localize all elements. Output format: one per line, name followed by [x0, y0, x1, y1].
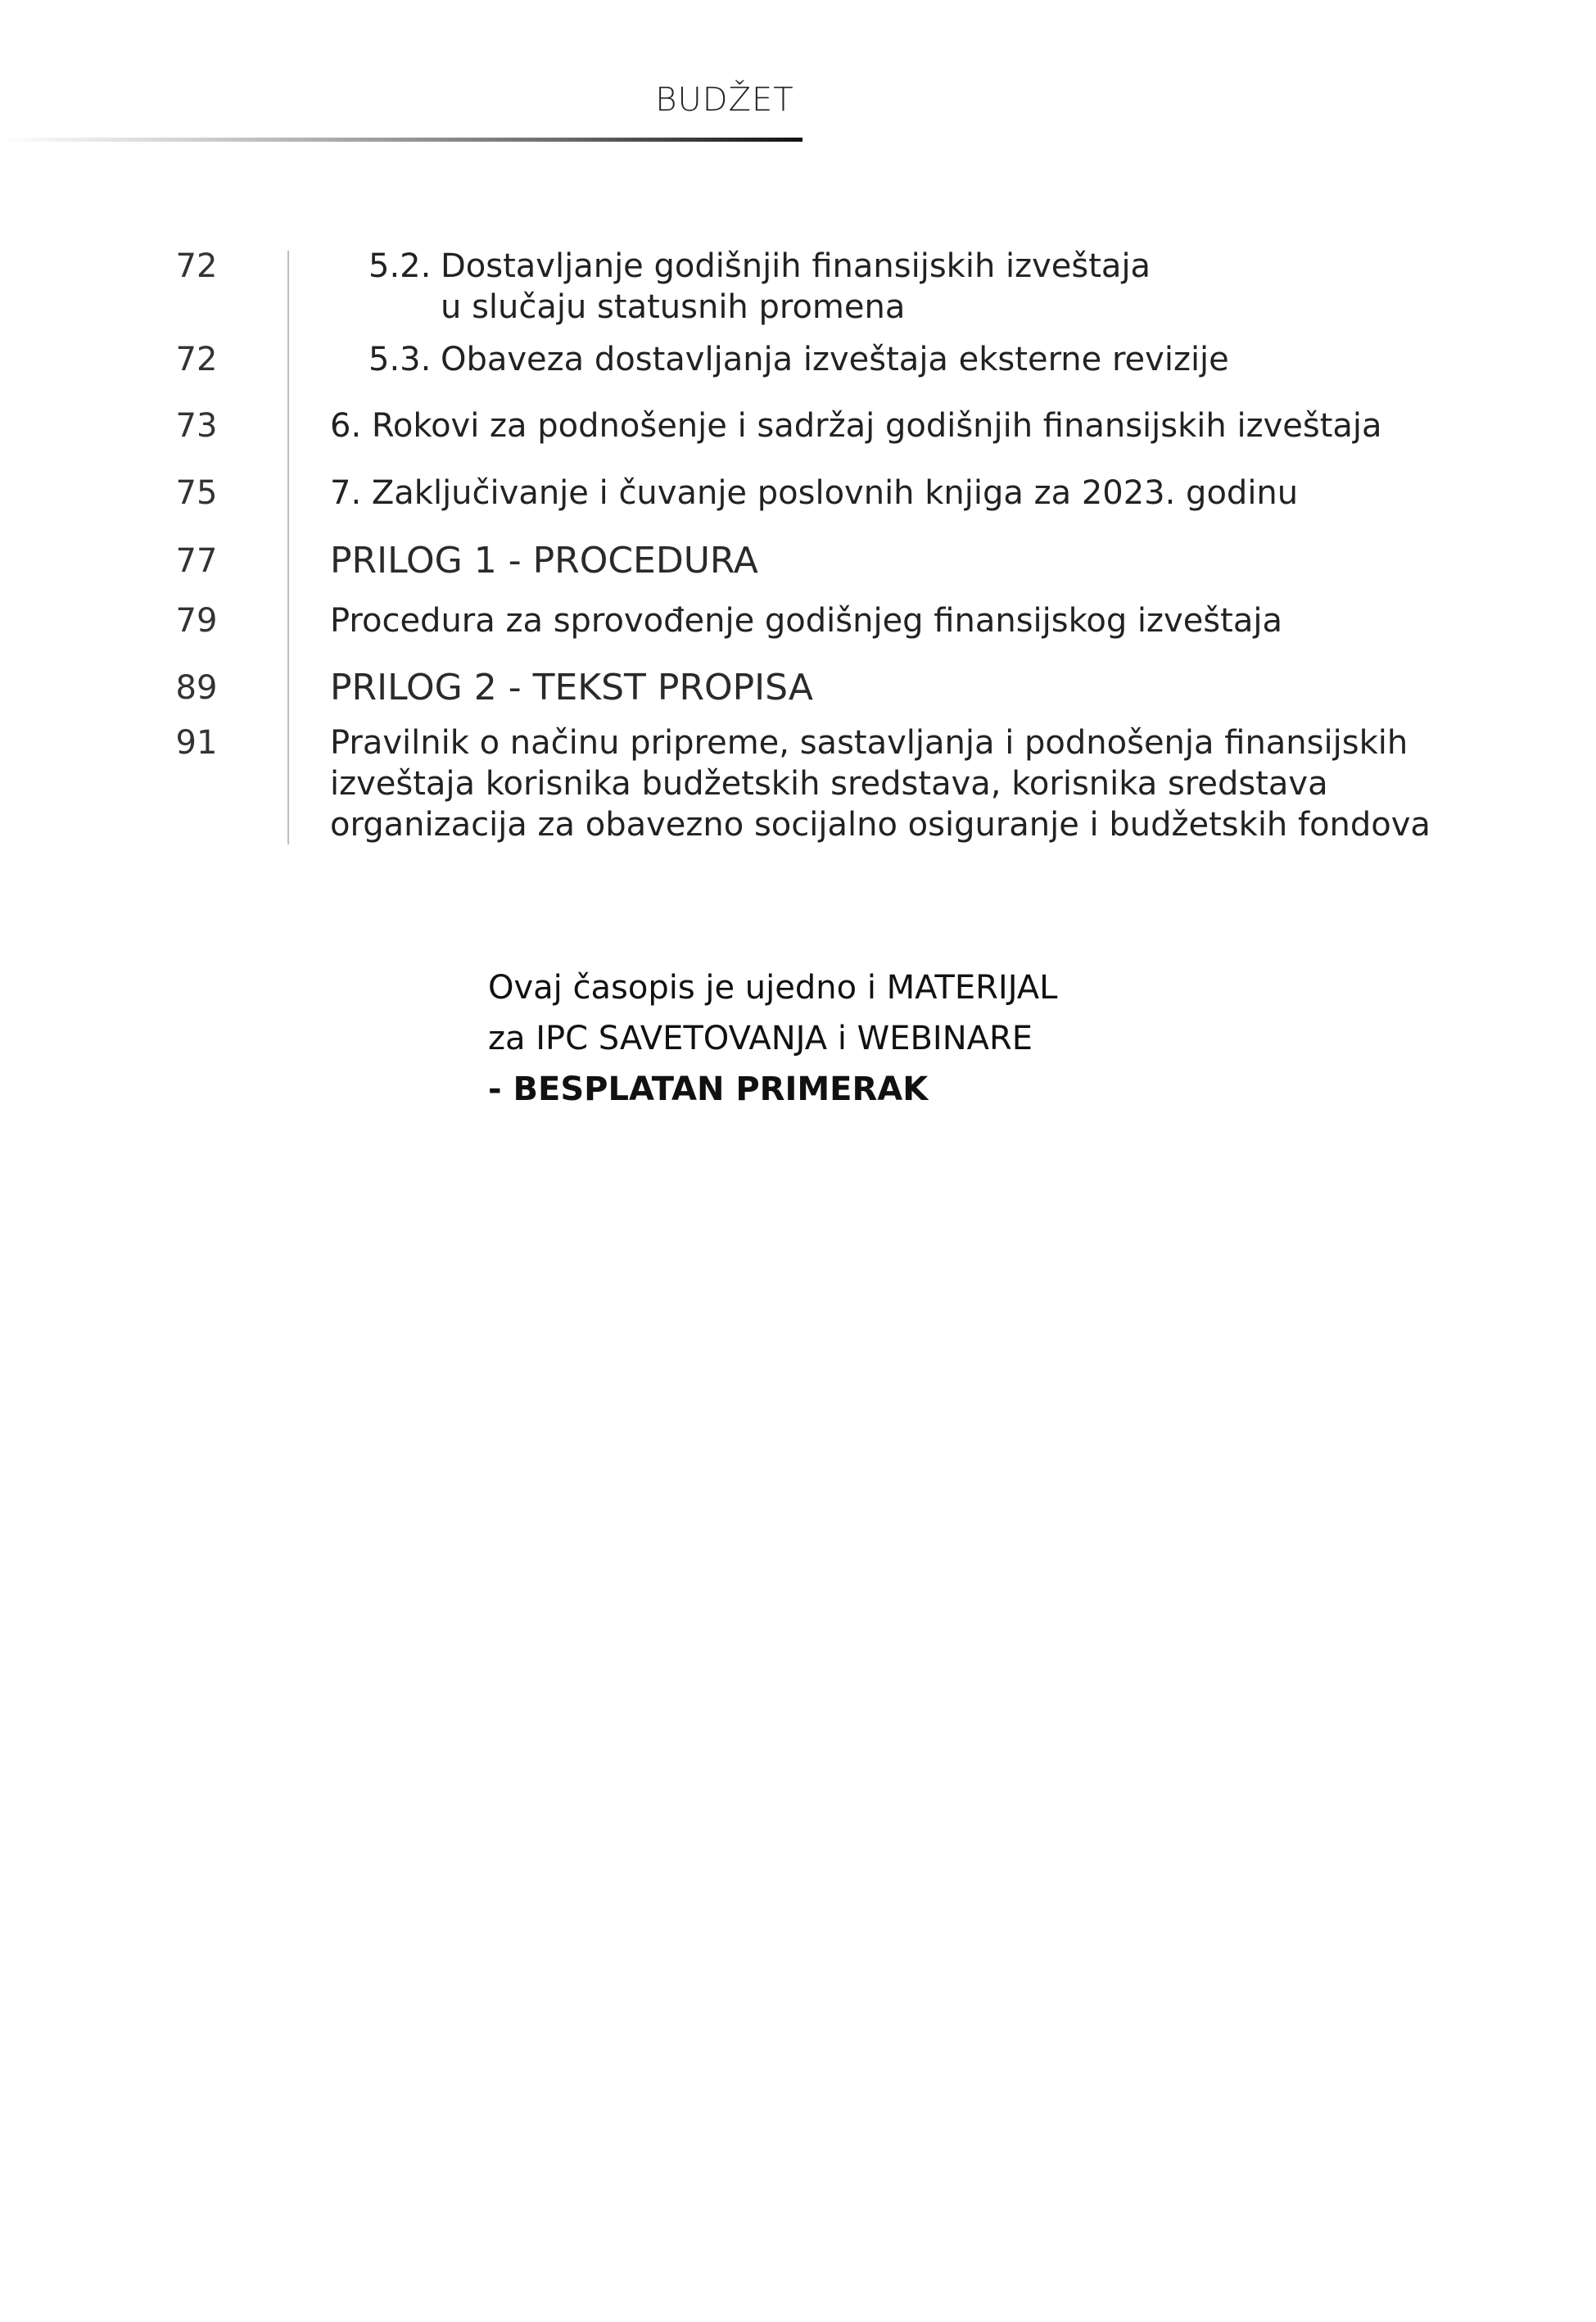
toc-entry-title: [330, 722, 1431, 845]
toc-section-number: 5.2.: [368, 247, 432, 285]
toc-page-number: 79: [175, 602, 218, 640]
note-line: Ovaj časopis je ujedno i MATERIJAL: [488, 969, 1058, 1007]
note-line: za IPC SAVETOVANJA i WEBINARE: [488, 1020, 1033, 1057]
toc-entry-line: Pravilnik o načinu pripreme, sastavljanja i podnošenja finansijskih: [330, 724, 1408, 762]
note-free-copy: - BESPLATAN PRIMERAK: [488, 1070, 929, 1108]
toc-appendix-heading: PRILOG 2 - TEKST PROPISA: [330, 667, 814, 708]
toc-entry-title: [368, 339, 1229, 380]
toc-page-number: 75: [175, 474, 218, 512]
toc-divider-line: [287, 251, 289, 844]
toc-entry-title: [368, 246, 1151, 328]
toc-page-number: 72: [175, 247, 218, 285]
toc-entry-text: Obaveza dostavljanja izveštaja eksterne revizije: [441, 341, 1229, 378]
toc-entry-line: izveštaja korisnika budžetskih sredstava, korisnika sredstava: [330, 765, 1328, 803]
running-header-title: BUDŽET: [655, 81, 794, 119]
toc-entry-line: organizacija za obavezno socijalno osiguranje i budžetskih fondova: [330, 806, 1431, 844]
toc-page-number: 77: [175, 542, 218, 580]
toc-appendix-heading: PRILOG 1 - PROCEDURA: [330, 540, 758, 582]
toc-entry-title: 6. Rokovi za podnošenje i sadržaj godišnjih finansijskih izveštaja: [330, 407, 1382, 445]
toc-section-number: 5.3.: [368, 341, 432, 378]
toc-page-number: 73: [175, 407, 218, 445]
header-rule: [0, 138, 803, 142]
toc-page-number: 91: [175, 724, 218, 762]
toc-entry-title: Procedura za sprovođenje godišnjeg finansijskog izveštaja: [330, 602, 1282, 640]
toc-page-number: 89: [175, 669, 218, 707]
toc-page-number: 72: [175, 341, 218, 378]
toc-entry-title: 7. Zaključivanje i čuvanje poslovnih knjiga za 2023. godinu: [330, 474, 1299, 512]
toc-entry-text: Dostavljanje godišnjih finansijskih izveštaja: [441, 247, 1151, 285]
magazine-note: [488, 962, 1057, 1115]
toc-entry-continuation: u slučaju statusnih promena: [441, 288, 906, 326]
